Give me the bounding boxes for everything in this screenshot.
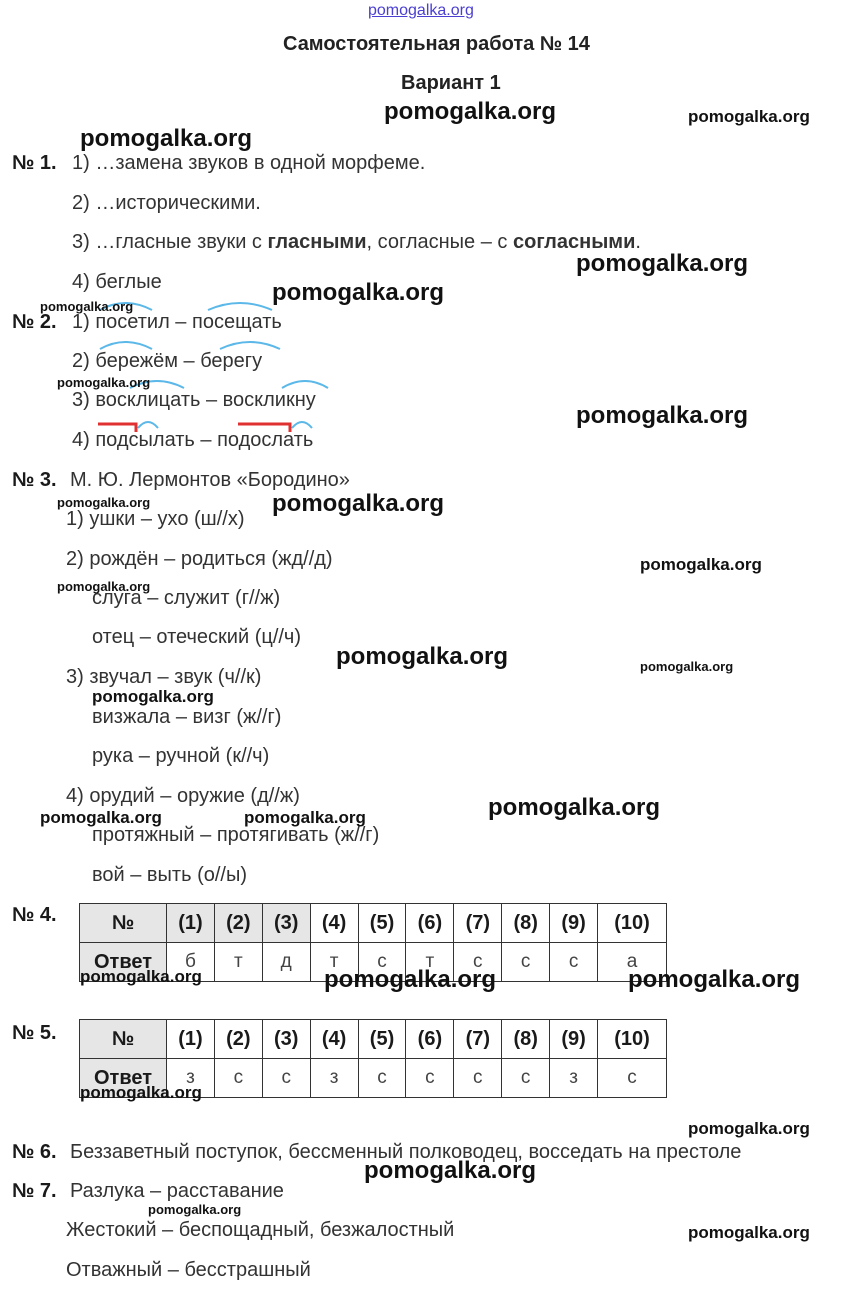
watermark: pomogalka.org xyxy=(576,402,749,429)
task5-number: № 5. xyxy=(12,1022,57,1044)
variant-title: Вариант 1 xyxy=(401,72,501,94)
table-header-cell: (7) xyxy=(454,904,502,943)
watermark: pomogalka.org xyxy=(272,490,445,517)
table-header-cell: (3) xyxy=(262,1020,310,1059)
prefix-mark xyxy=(98,424,136,432)
task4-number: № 4. xyxy=(12,904,57,926)
answer-cell: з xyxy=(310,1059,358,1098)
task3-line: рука – ручной (к//ч) xyxy=(92,745,270,767)
watermark: pomogalka.org xyxy=(272,279,445,306)
answer-cell: с xyxy=(358,943,406,982)
table-header-row xyxy=(80,1020,667,1059)
watermark: pomogalka.org xyxy=(640,555,762,574)
answer-cell: с xyxy=(454,943,502,982)
task3-line: отец – отеческий (ц//ч) xyxy=(92,626,302,648)
table-header-cell: (3) xyxy=(262,904,310,943)
watermark: pomogalka.org xyxy=(148,1202,242,1217)
task1-item: 2) …историческими. xyxy=(72,192,261,214)
task6-text: Беззаветный поступок, бессменный полководец, восседать на престоле xyxy=(70,1141,742,1163)
table-header-cell: № xyxy=(80,1020,167,1059)
watermark: pomogalka.org xyxy=(576,250,749,277)
answer-cell: с xyxy=(214,1059,262,1098)
root-arc xyxy=(292,422,312,428)
answer-cell: з xyxy=(550,1059,598,1098)
answer-cell: т xyxy=(406,943,454,982)
task7-number: № 7. xyxy=(12,1180,57,1202)
task1-item: 4) беглые xyxy=(72,271,162,293)
table-header-row xyxy=(80,904,667,943)
table-header-cell: (5) xyxy=(358,904,406,943)
table-header-cell: (10) xyxy=(598,1020,667,1059)
root-arc xyxy=(208,303,272,310)
table-header-cell: (6) xyxy=(406,1020,454,1059)
watermark: pomogalka.org xyxy=(336,643,509,670)
answer-cell: б xyxy=(167,943,215,982)
watermark: pomogalka.org xyxy=(384,98,557,125)
task7-line: Разлука – расставание xyxy=(70,1180,284,1202)
task2-item: 1) посетил – посещать xyxy=(72,311,282,333)
answer-cell: с xyxy=(502,1059,550,1098)
task1-item3-text: 3) …гласные звуки с xyxy=(72,231,268,253)
answer-cell: с xyxy=(454,1059,502,1098)
watermark: pomogalka.org xyxy=(688,107,810,126)
task2-item: 4) подсылать – подослать xyxy=(72,429,314,451)
task1-number: № 1. xyxy=(12,152,57,174)
watermark: pomogalka.org xyxy=(92,687,214,706)
table-header-cell: (5) xyxy=(358,1020,406,1059)
watermark: pomogalka.org xyxy=(57,495,151,510)
answer-cell: с xyxy=(262,1059,310,1098)
task7-line: Отважный – бесстрашный xyxy=(66,1259,311,1281)
task6-number: № 6. xyxy=(12,1141,57,1163)
task3-line: протяжный – протягивать (ж//г) xyxy=(92,824,380,846)
watermark: pomogalka.org xyxy=(40,299,134,314)
task2-item: 3) восклицать – воскликну xyxy=(72,389,316,411)
answer-cell: с xyxy=(550,943,598,982)
task3-line: 1) ушки – ухо (ш//х) xyxy=(66,508,245,530)
table-header-cell: (9) xyxy=(550,904,598,943)
watermark: pomogalka.org xyxy=(57,579,151,594)
answer-cell: з xyxy=(167,1059,215,1098)
table-header-cell: (9) xyxy=(550,1020,598,1059)
watermark: pomogalka.org xyxy=(57,375,151,390)
root-arc xyxy=(100,342,152,349)
task3-line: слуга – служит (г//ж) xyxy=(92,587,281,609)
task2-item: 2) бережём – берегу xyxy=(72,350,263,372)
task1-item3-text: , согласные – с xyxy=(366,231,513,253)
task3-line: 4) орудий – оружие (д//ж) xyxy=(66,785,300,807)
answer-cell: с xyxy=(598,1059,667,1098)
table-header-cell: (2) xyxy=(214,1020,262,1059)
table-header-cell: (8) xyxy=(502,904,550,943)
answer-label-cell: Ответ xyxy=(80,1059,167,1098)
table-header-cell: (4) xyxy=(310,904,358,943)
table-header-cell: (10) xyxy=(598,904,667,943)
answer-cell: д xyxy=(262,943,310,982)
answer-cell: т xyxy=(214,943,262,982)
watermark: pomogalka.org xyxy=(244,808,366,827)
watermark: pomogalka.org xyxy=(688,1119,810,1138)
answer-label-cell: Ответ xyxy=(80,943,167,982)
answer-cell: с xyxy=(406,1059,454,1098)
watermark: pomogalka.org xyxy=(40,808,162,827)
prefix-mark xyxy=(238,424,290,432)
table-header-cell: (4) xyxy=(310,1020,358,1059)
watermark: pomogalka.org xyxy=(324,966,497,993)
watermark: pomogalka.org xyxy=(628,966,801,993)
watermark: pomogalka.org xyxy=(364,1157,537,1184)
task3-line: визжала – визг (ж//г) xyxy=(92,706,282,728)
answer-cell: т xyxy=(310,943,358,982)
table-header-cell: (6) xyxy=(406,904,454,943)
task1-item: 1) …замена звуков в одной морфеме. xyxy=(72,152,426,174)
site-link-top[interactable]: pomogalka.org xyxy=(368,2,474,19)
watermark: pomogalka.org xyxy=(80,125,253,152)
table-header-cell: (7) xyxy=(454,1020,502,1059)
watermark: pomogalka.org xyxy=(488,794,661,821)
task3-line: 2) рождён – родиться (жд//д) xyxy=(66,548,333,570)
answer-cell: а xyxy=(598,943,667,982)
answer-cell: с xyxy=(502,943,550,982)
task3-line: 3) звучал – звук (ч//к) xyxy=(66,666,262,688)
table-header-cell: (1) xyxy=(167,904,215,943)
page-title: Самостоятельная работа № 14 xyxy=(283,33,590,55)
table-header-cell: (8) xyxy=(502,1020,550,1059)
task1-bold-consonants: согласными xyxy=(512,231,636,253)
task3-number: № 3. xyxy=(12,469,57,491)
table-header-cell: № xyxy=(80,904,167,943)
task7-line: Жестокий – беспощадный, безжалостный xyxy=(66,1219,455,1241)
table-header-cell: (2) xyxy=(214,904,262,943)
watermark: pomogalka.org xyxy=(640,659,734,674)
watermark: pomogalka.org xyxy=(80,1083,202,1102)
task3-source: М. Ю. Лермонтов «Бородино» xyxy=(70,469,350,491)
root-arc xyxy=(282,381,328,388)
root-arc xyxy=(220,342,280,349)
root-arc xyxy=(138,422,158,428)
task2-number: № 2. xyxy=(12,311,57,333)
table-header-cell: (1) xyxy=(167,1020,215,1059)
watermark: pomogalka.org xyxy=(688,1223,810,1242)
task3-line: вой – выть (о//ы) xyxy=(92,864,247,886)
task1-bold-vowels: гласными xyxy=(267,231,367,253)
watermark: pomogalka.org xyxy=(80,967,202,986)
answer-cell: с xyxy=(358,1059,406,1098)
task1-item3-text: . xyxy=(635,231,641,253)
